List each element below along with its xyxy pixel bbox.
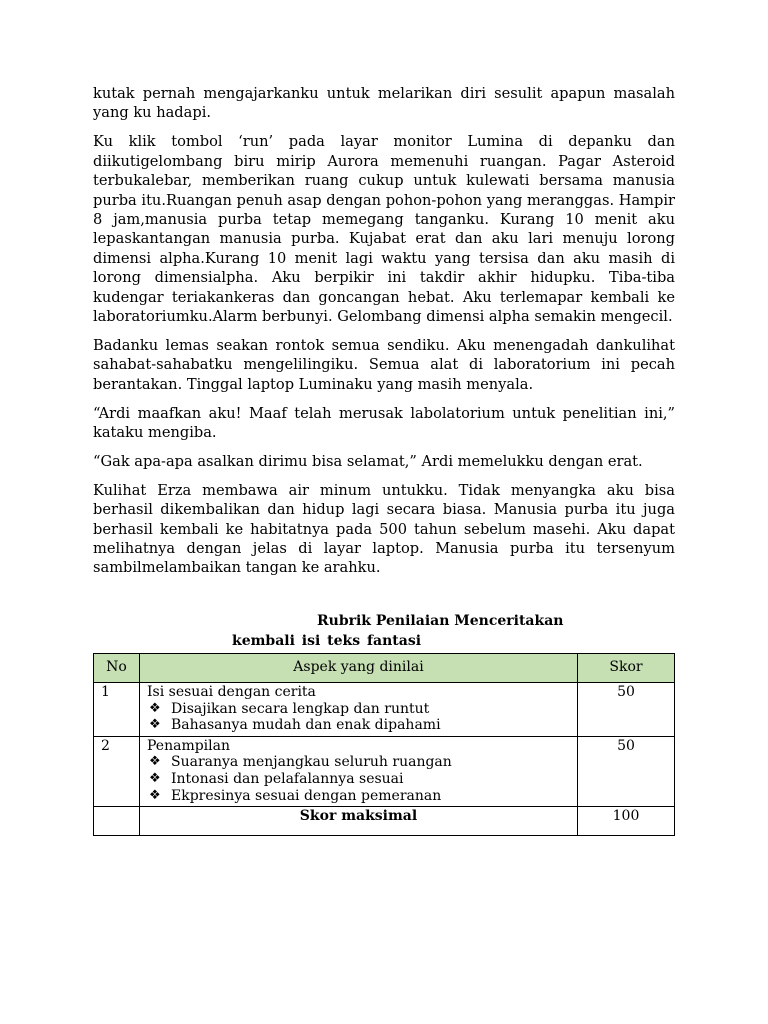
row-aspect: Isi sesuai dengan cerita xyxy=(147,684,316,700)
header-score: Skor xyxy=(578,654,675,683)
criteria-item: ❖ Suaranya menjangkau seluruh ruangan xyxy=(149,754,570,771)
paragraph: Ku klik tombol ‘run’ pada layar monitor Lumina di depanku dan diikutigelombang biru mirip Aurora memenuhi ruangan. Pagar Asteroid terbukalebar, memberikan ruang cukup untuk kulewati bersama manusia purba itu.Ruangan penuh asap dengan pohon-pohon yang meranggas. Hampir 8 jam,manusia purba tetap memegang tanganku. Kurang 10 menit aku lepaskantangan manusia purba. Kujabat erat dan aku lari menuju lorong dimensi alpha.Kurang 10 menit lagi waktu yang tersisa dan aku masih di lorong dimensialpha. Aku berpikir ini takdir akhir hidupku. Tiba-tiba kudengar teriakankeras dan goncangan hebat. Aku terlemapar kembali ke laboratoriumku.Alarm berbunyi. Gelombang dimensi alpha semakin mengecil. xyxy=(93,133,675,325)
criteria-item: ❖ Intonasi dan pelafalannya sesuai xyxy=(149,771,570,788)
total-score: 100 xyxy=(578,807,675,836)
story-text xyxy=(93,84,675,587)
rubric-title-line2: kembali isi teks fantasi xyxy=(232,632,422,649)
paragraph: Badanku lemas seakan rontok semua sendiku. Aku menengadah dankulihat sahabat-sahabatku mengelilingiku. Semua alat di laboratorium ini pecah berantakan. Tinggal laptop Luminaku yang masih menyala. xyxy=(93,336,675,393)
criteria-item: ❖ Ekpresinya sesuai dengan pemeranan xyxy=(149,788,570,805)
row-score: 50 xyxy=(578,683,675,737)
rubric-table xyxy=(93,653,675,836)
header-no: No xyxy=(94,654,140,683)
row-no: 2 xyxy=(94,736,140,806)
paragraph: “Gak apa-apa asalkan dirimu bisa selamat,” Ardi memelukku dengan erat. xyxy=(93,452,643,470)
table-header-row xyxy=(94,654,675,683)
paragraph: kutak pernah mengajarkanku untuk melarikan diri sesulit apapun masalah yang ku hadapi. xyxy=(93,85,675,122)
row-no: 1 xyxy=(94,683,140,737)
header-aspect: Aspek yang dinilai xyxy=(140,654,578,683)
rubric-title xyxy=(93,612,675,651)
row-aspect: Penampilan xyxy=(147,737,230,754)
paragraph: Kulihat Erza membawa air minum untukku. Tidak menyangka aku bisa berhasil dikembalikan dan hidup lagi secara biasa. Manusia purba itu juga berhasil kembali ke habitatnya pada 500 tahun sebelum masehi. Aku dapat melihatnya dengan jelas di layar laptop. Manusia purba itu tersenyum sambilmelambaikan tangan ke arahku. xyxy=(93,481,675,577)
table-row xyxy=(94,683,675,737)
table-row xyxy=(94,736,675,806)
criteria-item: ❖ Bahasanya mudah dan enak dipahami xyxy=(149,717,570,734)
criteria-list xyxy=(147,754,570,804)
row-score: 50 xyxy=(578,736,675,806)
rubric-title-line1: Rubrik Penilaian Menceritakan xyxy=(317,613,564,629)
total-label: Skor maksimal xyxy=(140,807,578,836)
total-empty-cell xyxy=(94,807,140,836)
criteria-item: ❖ Disajikan secara lengkap dan runtut xyxy=(149,701,570,718)
row-aspect-cell xyxy=(140,736,578,806)
paragraph: “Ardi maafkan aku! Maaf telah merusak labolatorium untuk penelitian ini,” kataku mengiba. xyxy=(93,404,675,441)
total-row xyxy=(94,807,675,836)
criteria-list xyxy=(147,701,570,734)
row-aspect-cell xyxy=(140,683,578,737)
